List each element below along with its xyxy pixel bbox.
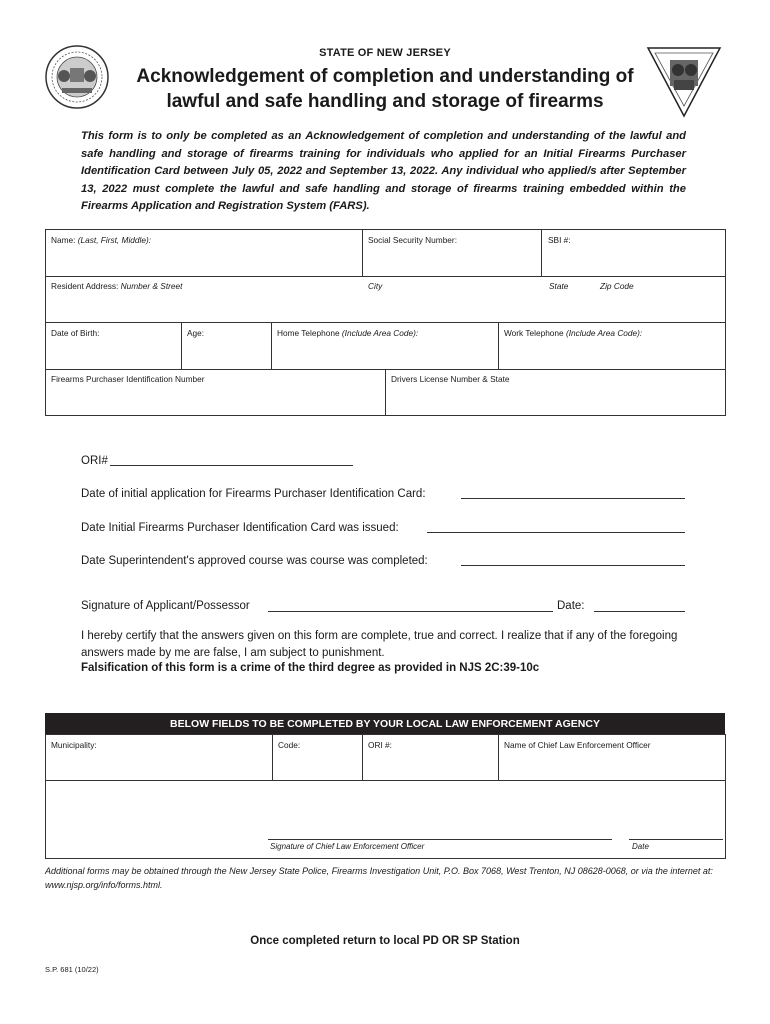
additional-forms-note: Additional forms may be obtained through the New Jersey State Police, Firearms Investigation Unit, P.O. Box 7068, West Trenton, NJ 08628-0068, or via the internet at: www.njsp.org/info/forms.html.	[45, 866, 713, 890]
return-instructions: Once completed return to local PD OR SP Station	[250, 935, 520, 947]
applicant-info-grid	[45, 229, 726, 416]
agency-ori-field[interactable]: ORI #:	[368, 740, 392, 750]
drivers-license-field[interactable]: Drivers License Number & State	[391, 374, 510, 384]
card-issued-date-line[interactable]	[427, 532, 685, 533]
zip-field[interactable]: Zip Code	[600, 281, 634, 291]
signature-date-label: Date:	[557, 600, 585, 612]
state-field[interactable]: State	[549, 281, 569, 291]
home-phone-field[interactable]: Home Telephone (Include Area Code):	[277, 328, 419, 338]
initial-application-date-line[interactable]	[461, 498, 685, 499]
intro-paragraph: This form is to only be completed as an Acknowledgement of completion and understanding of the lawful and safe handling and storage of firearms training for individuals who applied for an Initial Firearms Purchaser Identification Card between July 05, 2022 and September 13, 2022. Any individual who applied/s after September 13, 2022 must complete the lawful and safe handling and storage of firearms training embedded within the Firearms Application and Registration System (FARS).	[81, 130, 686, 212]
form-number: S.P. 681 (10/22)	[45, 965, 99, 974]
fpic-number-field[interactable]: Firearms Purchaser Identification Number	[51, 374, 205, 384]
initial-application-date-label: Date of initial application for Firearms Purchaser Identification Card:	[81, 488, 426, 500]
course-completed-date-line[interactable]	[461, 565, 685, 566]
chief-date-label: Date	[632, 842, 649, 851]
dob-field[interactable]: Date of Birth:	[51, 328, 100, 338]
code-field[interactable]: Code:	[278, 740, 301, 750]
course-completed-date-label: Date Superintendent's approved course was course was completed:	[81, 555, 428, 567]
card-issued-date-label: Date Initial Firearms Purchaser Identification Card was issued:	[81, 522, 399, 534]
ori-line[interactable]	[110, 465, 353, 466]
sbi-field[interactable]: SBI #:	[548, 235, 571, 245]
form-title-line2: lawful and safe handling and storage of firearms	[166, 91, 604, 112]
chief-name-field[interactable]: Name of Chief Law Enforcement Officer	[504, 740, 651, 750]
form-title-line1: Acknowledgement of completion and understanding of	[136, 66, 634, 87]
certification-statement: I hereby certify that the answers given on this form are complete, true and correct. I realize that if any of the foregoing answers made by me are false, I am subject to punishment.	[81, 630, 678, 659]
falsification-warning: Falsification of this form is a crime of the third degree as provided in NJS 2C:39-10c	[81, 662, 540, 674]
applicant-signature-label: Signature of Applicant/Possessor	[81, 600, 250, 612]
chief-date-line[interactable]	[629, 839, 723, 840]
municipality-field[interactable]: Municipality:	[51, 740, 97, 750]
agency-section-banner: BELOW FIELDS TO BE COMPLETED BY YOUR LOCAL LAW ENFORCEMENT AGENCY	[45, 713, 725, 735]
ori-label: ORI#	[81, 455, 108, 467]
chief-signature-line[interactable]	[268, 839, 612, 840]
work-phone-field[interactable]: Work Telephone (Include Area Code):	[504, 328, 643, 338]
form-title	[100, 64, 670, 114]
agency-info-grid	[45, 734, 726, 859]
address-field[interactable]: Resident Address: Number & Street	[51, 281, 183, 291]
ssn-field[interactable]: Social Security Number:	[368, 235, 457, 245]
city-field[interactable]: City	[368, 281, 383, 291]
state-heading: STATE OF NEW JERSEY	[319, 47, 451, 59]
name-field[interactable]: Name: (Last, First, Middle):	[51, 235, 152, 245]
signature-date-line[interactable]	[594, 611, 685, 612]
chief-signature-label: Signature of Chief Law Enforcement Officer	[270, 842, 425, 851]
age-field[interactable]: Age:	[187, 328, 205, 338]
applicant-signature-line[interactable]	[268, 611, 553, 612]
